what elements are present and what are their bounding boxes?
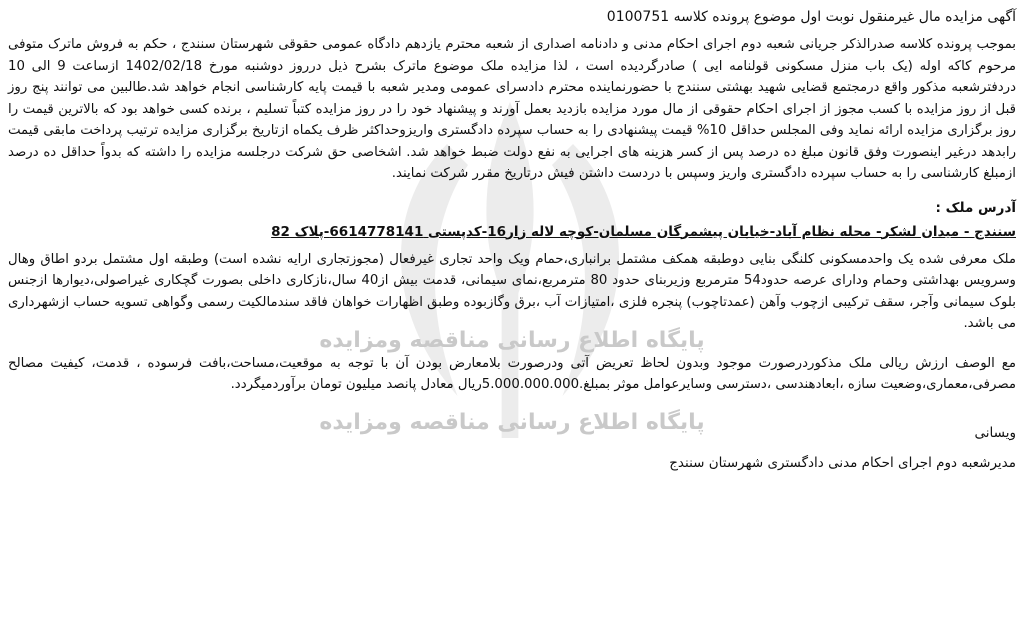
signature-name: ویسانی (974, 424, 1016, 441)
notice-title: آگهی مزایده مال غیرمنقول نوبت اول موضوع پرونده کلاسه 0100751 (606, 9, 1016, 25)
address-heading: آدرس ملک : (935, 199, 1016, 216)
signature-title: مدیرشعبه دوم اجرای احکام مدنی دادگستری شهرستان سنندج (669, 454, 1016, 471)
valuation-paragraph: مع الوصف ارزش ریالی ملک مذکوردرصورت موجود وبدون لحاظ تعریض آتی ودرصورت بلامعارض بودن آن با توجه به موقعیت،مساحت،بافت فرسوده ، قدمت، کیفیت مصالح مصرفی،معماری،وضعیت سازه ،ابعادهندسی ،دسترسی وسایرعوامل موثر بمبلغ.5.000.000.000ریال معادل پانصد میلیون تومان برآوردمیگردد. (8, 355, 1016, 392)
property-address: سنندج - میدان لشکر- محله نظام آباد-خیابان پیشمرگان مسلمان-کوچه لاله زار16-کدپستی 6614778141-پلاک 82 (271, 223, 1016, 240)
property-description: ملک معرفی شده یک واحدمسکونی کلنگی بنایی دوطبقه همکف مشتمل برانباری،حمام ویک واحد تجاری غیرفعال (مجوزتجاری ارایه نشده است) وطبقه اول مشتمل بردو اطاق وهال وسرویس بهداشتی وحمام ودارای عرصه حدود54 مترمربع وزیربنای حدود 80 مترمربع،نمای سیمانی، قدمت بیش از40 سال،نازکاری داخلی بصورت گچکاری غیراصولی،دیوارها ازجنس بلوک سیمانی وآجر، سقف ترکیبی ازچوب وآهن (عمدتاچوب) پنجره فلزی ،امتیازات آب ،برق وگازبوده وطبق اظهارات خواهان فاقد سندمالکیت رسمی وگواهی تسویه حساب ازشهرداری می باشد. (8, 251, 1016, 331)
intro-paragraph: بموجب پرونده کلاسه صدرالذکر جریانی شعبه دوم اجرای احکام مدنی و دادنامه اصداری از شعبه محترم یازدهم دادگاه عمومی حقوقی شهرستان سنندج ، حکم به فروش ماترک متوفی مرحوم کاکه اوله (یک باب منزل مسکونی قولنامه ایی ) صادرگردیده است ، لذا مزایده ملک موضوع ماترک بشرح ذیل درروز دوشنبه مورخ 1402/02/18 ازساعت 9 الی 10 دردفترشعبه مذکور واقع درمجتمع قضایی شهید بهشتی سنندج با حضورنماینده محترم دادسرای عمومی ومدیر شعبه با قیمت پایه کارشناسی انجام خواهد شد.طالبین می توانند پنج روز قبل از روز مزایده با کسب مجوز از اجرای احکام حقوقی از مال مورد مزایده بازدید بعمل آورند و پیشنهاد خود را در روز مزایده کتباً تسلیم ، برنده کسی خواهد بود که بالاترین قیمت را روز برگزاری مزایده ارائه نماید وفی المجلس حداقل 10% قیمت پیشنهادی را به حساب سپرده دادگستری واریزوحداکثر ظرف یکماه ازتاریخ برگزاری مزایده ترتیب پرداخت مابقی قیمت رابدهد درغیر اینصورت وفق قانون مبلغ ده درصد پس از کسر هزینه های اجرایی به نفع دولت ضبط خواهد شد. اشخاصی حق شرکت درجلسه مزایده را داشته که بدواً حداقل ده درصد ازمبلغ کارشناسی را به حساب سپرده دادگستری واریز وسپس با دردست داشتن فیش درتاریخ مقرر شرکت نمایند. (8, 37, 1016, 181)
watermark-text-secondary: پایگاه اطلاع رسانی مناقصه ومزایده (319, 410, 705, 435)
watermark-text: پایگاه اطلاع رسانی مناقصه ومزایده (319, 328, 705, 353)
